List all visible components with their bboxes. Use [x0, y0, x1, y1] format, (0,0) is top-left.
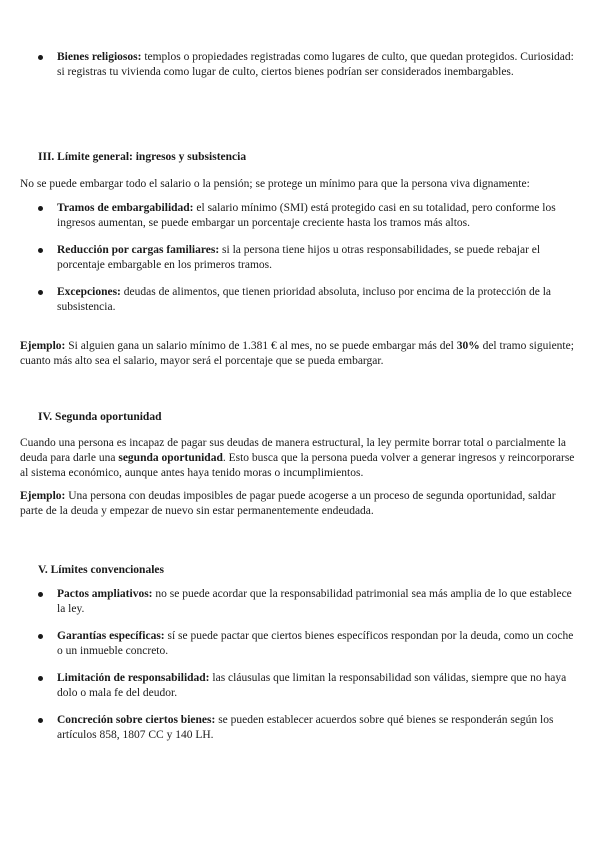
section-v-list	[0, 587, 600, 743]
item-term: Tramos de embargabilidad:	[57, 202, 194, 214]
bullet-icon	[38, 55, 43, 60]
bullet-icon	[38, 592, 43, 597]
list-item	[0, 671, 600, 701]
item-text: se pueden establecer acuerdos sobre qué bienes se responderán según los artículos 858, 1807 CC y 140 LH.	[57, 714, 554, 741]
item-term: Pactos ampliativos:	[57, 588, 153, 600]
item-term: Bienes religiosos:	[57, 51, 142, 63]
list-item	[0, 587, 600, 617]
list-item	[0, 285, 600, 315]
paragraph-text-after: . Esto busca que la persona pueda volver a generar ingresos y reincorporarse al sistema económico, aunque antes haya tenido moras o incumplimientos.	[20, 452, 575, 479]
example-text: Una persona con deudas imposibles de pagar puede acogerse a un proceso de segunda oportunidad, saldar parte de la deuda y empezar de nuevo sin estar permanentemente endeudada.	[20, 490, 556, 517]
item-text: sí se puede pactar que ciertos bienes específicos respondan por la deuda, como un coche o un inmueble concreto.	[57, 630, 574, 657]
item-term: Reducción por cargas familiares:	[57, 244, 220, 256]
list-item	[0, 629, 600, 659]
bullet-icon	[38, 676, 43, 681]
section-iii-list	[0, 201, 600, 315]
item-text: templos o propiedades registradas como lugares de culto, que quedan protegidos. Curiosidad: si registras tu vivienda como lugar de culto, ciertos bienes podrían ser considerados inembargables.	[57, 51, 574, 78]
item-text: si la persona tiene hijos u otras responsabilidades, se puede rebajar el porcentaje embargable en los primeros tramos.	[57, 244, 541, 271]
section-iv-paragraph	[0, 436, 600, 481]
paragraph-bold: segunda oportunidad	[118, 452, 223, 464]
section-heading-iii: III. Límite general: ingresos y subsistencia	[38, 151, 247, 163]
top-bullet-list	[0, 50, 600, 80]
bullet-icon	[38, 718, 43, 723]
bullet-icon	[38, 206, 43, 211]
example-text-after: del tramo siguiente; cuanto más alto sea el salario, mayor será el porcentaje que se pueda embargar.	[20, 340, 574, 367]
example-label: Ejemplo:	[20, 340, 66, 352]
bullet-icon	[38, 290, 43, 295]
section-iii-intro: No se puede embargar todo el salario o la pensión; se protege un mínimo para que la persona viva dignamente:	[20, 178, 530, 190]
item-term: Excepciones:	[57, 286, 121, 298]
item-term: Limitación de responsabilidad:	[57, 672, 210, 684]
paragraph-text: Cuando una persona es incapaz de pagar sus deudas de manera estructural, la ley permite borrar total o parcialmente la deuda para darle una	[20, 437, 567, 464]
example-label: Ejemplo:	[20, 490, 66, 502]
section-heading-iv: IV. Segunda oportunidad	[38, 411, 162, 423]
item-text: deudas de alimentos, que tienen prioridad absoluta, incluso por encima de la protección de la subsistencia.	[57, 286, 552, 313]
item-text: el salario mínimo (SMI) está protegido casi en su totalidad, pero conforme los ingresos aumentan, se puede embargar un porcentaje creciente hasta los tramos más altos.	[57, 202, 556, 229]
example-text: Si alguien gana un salario mínimo de 1.381 € al mes, no se puede embargar más del	[65, 340, 457, 352]
item-text: las cláusulas que limitan la responsabilidad son válidas, siempre que no haya dolo o mala fe del deudor.	[57, 672, 567, 699]
item-term: Garantías específicas:	[57, 630, 165, 642]
section-heading-v: V. Límites convencionales	[38, 564, 164, 576]
example-bold: 30%	[456, 340, 480, 352]
section-iii-example	[0, 339, 600, 369]
bullet-icon	[38, 248, 43, 253]
item-term: Concreción sobre ciertos bienes:	[57, 714, 216, 726]
list-item	[0, 201, 600, 231]
bullet-icon	[38, 634, 43, 639]
list-item	[0, 713, 600, 743]
list-item	[0, 50, 600, 80]
item-text: no se puede acordar que la responsabilidad patrimonial sea más amplia de lo que establece la ley.	[57, 588, 572, 615]
section-iv-example	[0, 489, 600, 519]
list-item	[0, 243, 600, 273]
